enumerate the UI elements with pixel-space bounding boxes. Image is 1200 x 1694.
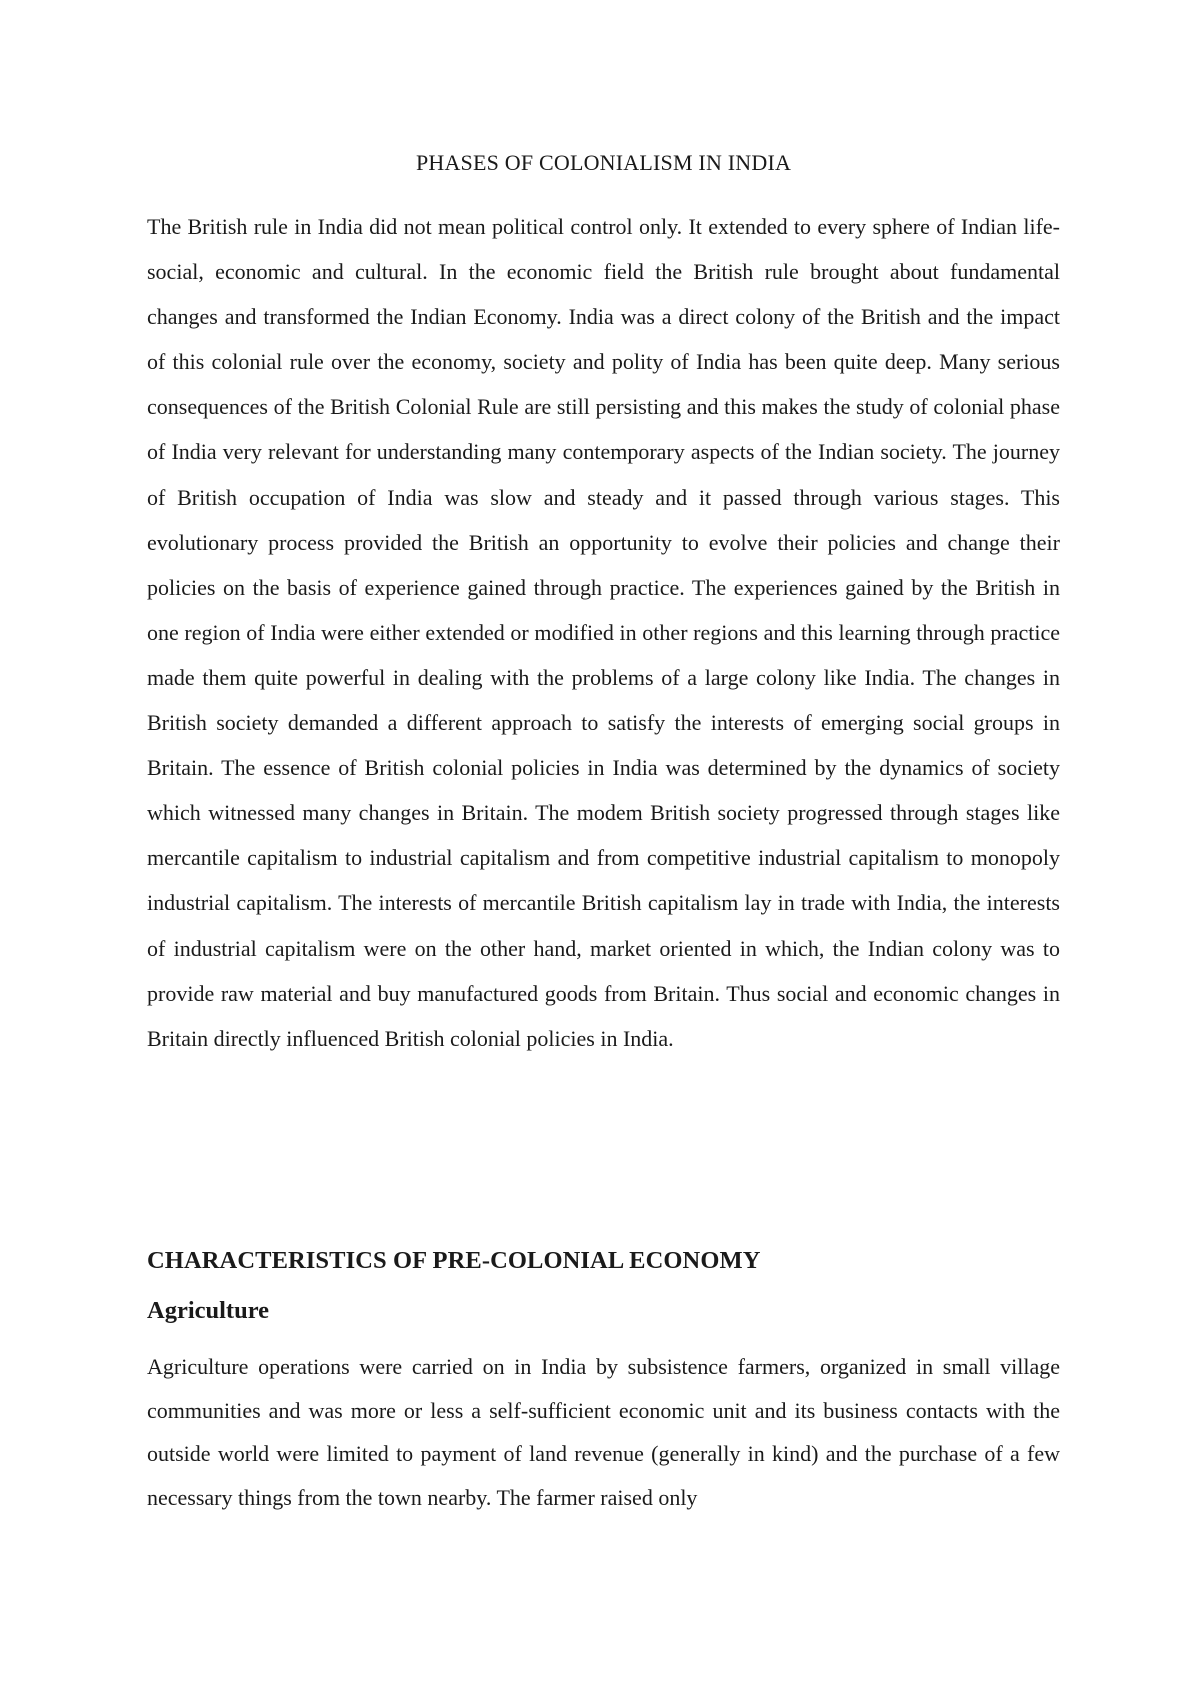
agriculture-paragraph: Agriculture operations were carried on in India by subsistence farmers, organized in small village communities and was more or less a self-sufficient economic unit and its business contacts with the outside world were limited to payment of land revenue (generally in kind) and the purchase of a few necessary things from the town nearby. The farmer raised only (147, 1354, 1060, 1510)
section-heading: CHARACTERISTICS OF PRE-COLONIAL ECONOMY (147, 1247, 761, 1274)
subsection-heading: Agriculture (147, 1297, 270, 1324)
intro-paragraph: The British rule in India did not mean political control only. It extended to every sphere of Indian life-social, economic and cultural. In the economic field the British rule brought about fundamental changes and transformed the Indian Economy. India was a direct colony of the British and the impact of this colonial rule over the economy, society and polity of India has been quite deep. Many serious consequences of the British Colonial Rule are still persisting and this makes the study of colonial phase of India very relevant for understanding many contemporary aspects of the Indian society. The journey of British occupation of India was slow and steady and it passed through various stages. This evolutionary process provided the British an opportunity to evolve their policies and change their policies on the basis of experience gained through practice. The experiences gained by the British in one region of India were either extended or modified in other regions and this learning through practice made them quite powerful in dealing with the problems of a large colony like India. The changes in British society demanded a different approach to satisfy the interests of emerging social groups in Britain. The essence of British colonial policies in India was determined by the dynamics of society which witnessed many changes in Britain. The modem British society progressed through stages like mercantile capitalism to industrial capitalism and from competitive industrial capitalism to monopoly industrial capitalism. The interests of mercantile British capitalism lay in trade with India, the interests of industrial capitalism were on the other hand, market oriented in which, the Indian colony was to provide raw material and buy manufactured goods from Britain. Thus social and economic changes in Britain directly influenced British colonial policies in India. (147, 214, 1060, 1051)
document-title: PHASES OF COLONIALISM IN INDIA (415, 150, 792, 175)
